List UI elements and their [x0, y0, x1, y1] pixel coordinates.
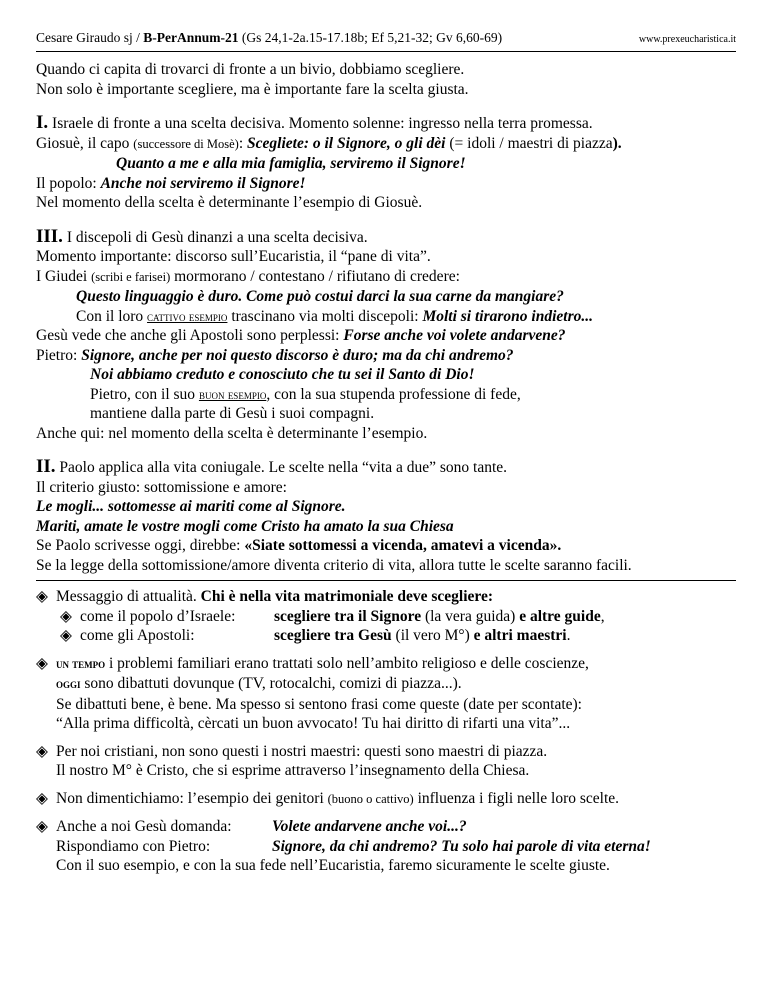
bullet-line — [36, 837, 736, 857]
section-3-line — [36, 267, 736, 288]
text: Giosuè, il capo — [36, 134, 134, 152]
small-caps-text: oggi — [56, 677, 81, 691]
section-1-line: Nel momento della scelta è determinante l’esempio di Giosuè. — [36, 194, 423, 211]
quote: «Siate sottomessi a vicenda, amatevi a vicenda». — [244, 537, 562, 554]
diamond-bullet-icon: ◈ — [36, 742, 48, 760]
sub-bullet-item — [36, 607, 736, 627]
diamond-bullet-icon: ◈ — [36, 588, 48, 605]
bullet-item — [36, 654, 736, 675]
text: (scribi e farisei) — [91, 269, 171, 284]
text: Con il loro — [76, 307, 148, 325]
diamond-bullet-icon: ◈ — [36, 818, 48, 835]
header-author: Cesare Giraudo sj / — [36, 30, 144, 45]
quote: Volete andarvene anche voi...? — [272, 818, 467, 835]
text: Se Paolo scrivesse oggi, direbbe: — [36, 537, 245, 554]
quote: Signore, da chi andremo? Tu solo hai parole di vita eterna! — [272, 837, 651, 855]
text: , con la sua stupenda professione di fede, — [266, 385, 521, 403]
section-2-line: Se la legge della sottomissione/amore diventa criterio di vita, allora tutte le scelte saranno facili. — [36, 556, 632, 574]
section-3-line — [36, 385, 736, 405]
text: Il popolo: — [36, 174, 101, 192]
header-code: B-PerAnnum-21 — [143, 30, 239, 45]
intro-line-1: Quando ci capita di trovarci di fronte a un bivio, dobbiamo scegliere. — [36, 61, 465, 78]
text: influenza i figli nelle loro scelte. — [413, 789, 620, 807]
section-3-line — [36, 307, 736, 327]
section-3-line: mantiene dalla parte di Gesù i suoi compagni. — [90, 405, 375, 422]
bullet-item — [36, 587, 736, 607]
section-number: I. — [36, 112, 49, 133]
section-1-quote: Quanto a me e alla mia famiglia, serviremo il Signore! — [116, 155, 466, 172]
text: (buono o cattivo) — [327, 791, 414, 806]
section-3-line — [36, 326, 736, 346]
section-number: II. — [36, 456, 56, 477]
bullet-item — [36, 789, 736, 810]
section-title: I discepoli di Gesù dinanzi a una scelta decisiva. — [62, 228, 368, 246]
bold-text: Chi è nella vita matrimoniale deve scegliere: — [200, 588, 494, 605]
quote: Scegliete: o il Signore, o gli dèi — [247, 134, 446, 152]
section-number: III. — [36, 225, 63, 247]
bullet-line: Il nostro M° è Cristo, che si esprime attraverso l’insegnamento della Chiesa. — [56, 762, 530, 779]
section-1-heading — [36, 113, 736, 134]
small-caps-text: un tempo — [56, 656, 106, 671]
diamond-bullet-icon: ◈ — [36, 654, 48, 672]
section-2-line — [36, 536, 736, 556]
text: (la vera guida) — [421, 607, 520, 625]
text: , — [600, 607, 605, 625]
text: mormorano / contestano / rifiutano di credere: — [170, 267, 460, 285]
text: (= idoli / maestri di piazza — [445, 134, 613, 152]
section-1-line — [36, 134, 736, 155]
header-site[interactable]: www.prexeucharistica.it — [638, 34, 736, 45]
text: Pietro: — [36, 346, 82, 364]
bullet-item — [36, 817, 736, 837]
section-2-line: Il criterio giusto: sottomissione e amore: — [36, 478, 287, 496]
bullet-item — [36, 742, 736, 762]
underlined-term: cattivo esempio — [147, 308, 228, 324]
text: (il vero M°) — [391, 627, 474, 644]
section-3-quote: Noi abbiamo creduto e conosciuto che tu sei il Santo di Dio! — [90, 366, 475, 383]
text: Non dimentichiamo: l’esempio dei genitori — [56, 789, 328, 807]
text: i problemi familiari erano trattati solo nell’ambito religioso e delle coscienze, — [105, 654, 589, 672]
document-page — [36, 30, 736, 876]
diamond-bullet-icon: ◈ — [60, 627, 72, 644]
text: : — [238, 134, 248, 152]
header-title — [36, 30, 639, 46]
quote: Signore, anche per noi questo discorso è duro; ma da chi andremo? — [81, 346, 514, 364]
diamond-bullet-icon: ◈ — [60, 607, 72, 625]
bold-text: e altri maestri — [473, 627, 567, 644]
text: Gesù vede che anche gli Apostoli sono perplessi: — [36, 327, 344, 344]
text: Pietro, con il suo — [90, 385, 199, 403]
divider — [36, 580, 736, 581]
text: Per noi cristiani, non sono questi i nostri maestri: questi sono maestri di piazza. — [56, 742, 548, 760]
sub-bullet-item — [36, 626, 736, 646]
section-3-line: Anche qui: nel momento della scelta è determinante l’esempio. — [36, 424, 428, 442]
underlined-term: buon esempio — [198, 386, 267, 402]
quote: Molti si tirarono indietro... — [422, 307, 593, 325]
diamond-bullet-icon: ◈ — [36, 789, 48, 807]
section-3-line: Momento importante: discorso sull’Eucaristia, il “pane di vita”. — [36, 248, 431, 265]
text: Anche a noi Gesù domanda: — [56, 818, 232, 835]
bold-text: scegliere tra il Signore — [274, 607, 422, 625]
text: Rispondiamo con Pietro: — [56, 837, 211, 855]
text: ). — [612, 134, 622, 152]
intro-line-2: Non solo è importante scegliere, ma è importante fare la scelta giusta. — [36, 80, 469, 98]
text: come gli Apostoli: — [80, 627, 195, 644]
bullet-line — [36, 674, 736, 695]
text: Messaggio di attualità. — [56, 588, 201, 605]
section-title: Israele di fronte a una scelta decisiva. Momento solenne: ingresso nella terra promessa. — [48, 115, 593, 132]
text: . — [566, 627, 571, 644]
bold-text: e altre guide — [519, 607, 601, 625]
section-2-quote: Le mogli... sottomesse ai mariti come al Signore. — [36, 498, 346, 515]
text: I Giudei — [36, 267, 92, 285]
bullet-line: Se dibattuti bene, è bene. Ma spesso si sentono frasi come queste (date per scontate): — [56, 695, 582, 713]
text: (successore di Mosè) — [133, 136, 239, 151]
section-title: Paolo applica alla vita coniugale. Le scelte nella “vita a due” sono tante. — [55, 459, 508, 476]
bullet-line: Con il suo esempio, e con la sua fede nell’Eucaristia, faremo sicuramente le scelte giuste. — [56, 857, 610, 874]
bold-text: scegliere tra Gesù — [274, 627, 392, 644]
section-3-quote: Questo linguaggio è duro. Come può costui darci la sua carne da mangiare? — [76, 288, 564, 305]
quote: Forse anche voi volete andarvene? — [343, 327, 566, 344]
header-refs: (Gs 24,1-2a.15-17.18b; Ef 5,21-32; Gv 6,60-69) — [238, 30, 503, 45]
page-header — [36, 30, 736, 52]
section-2-quote: Mariti, amate le vostre mogli come Cristo ha amato la sua Chiesa — [36, 517, 454, 535]
text: come il popolo d’Israele: — [80, 607, 236, 625]
section-3-line — [36, 346, 736, 366]
section-1-line — [36, 174, 736, 194]
text: sono dibattuti dovunque (TV, rotocalchi, comizi di piazza...). — [80, 675, 462, 692]
section-2-heading — [36, 457, 736, 478]
section-3-heading — [36, 227, 736, 248]
text: trascinano via molti discepoli: — [227, 307, 423, 325]
quote: Anche noi serviremo il Signore! — [100, 174, 306, 192]
bullet-line: “Alla prima difficoltà, cèrcati un buon avvocato! Tu hai diritto di rifarti una vita”... — [56, 715, 571, 732]
